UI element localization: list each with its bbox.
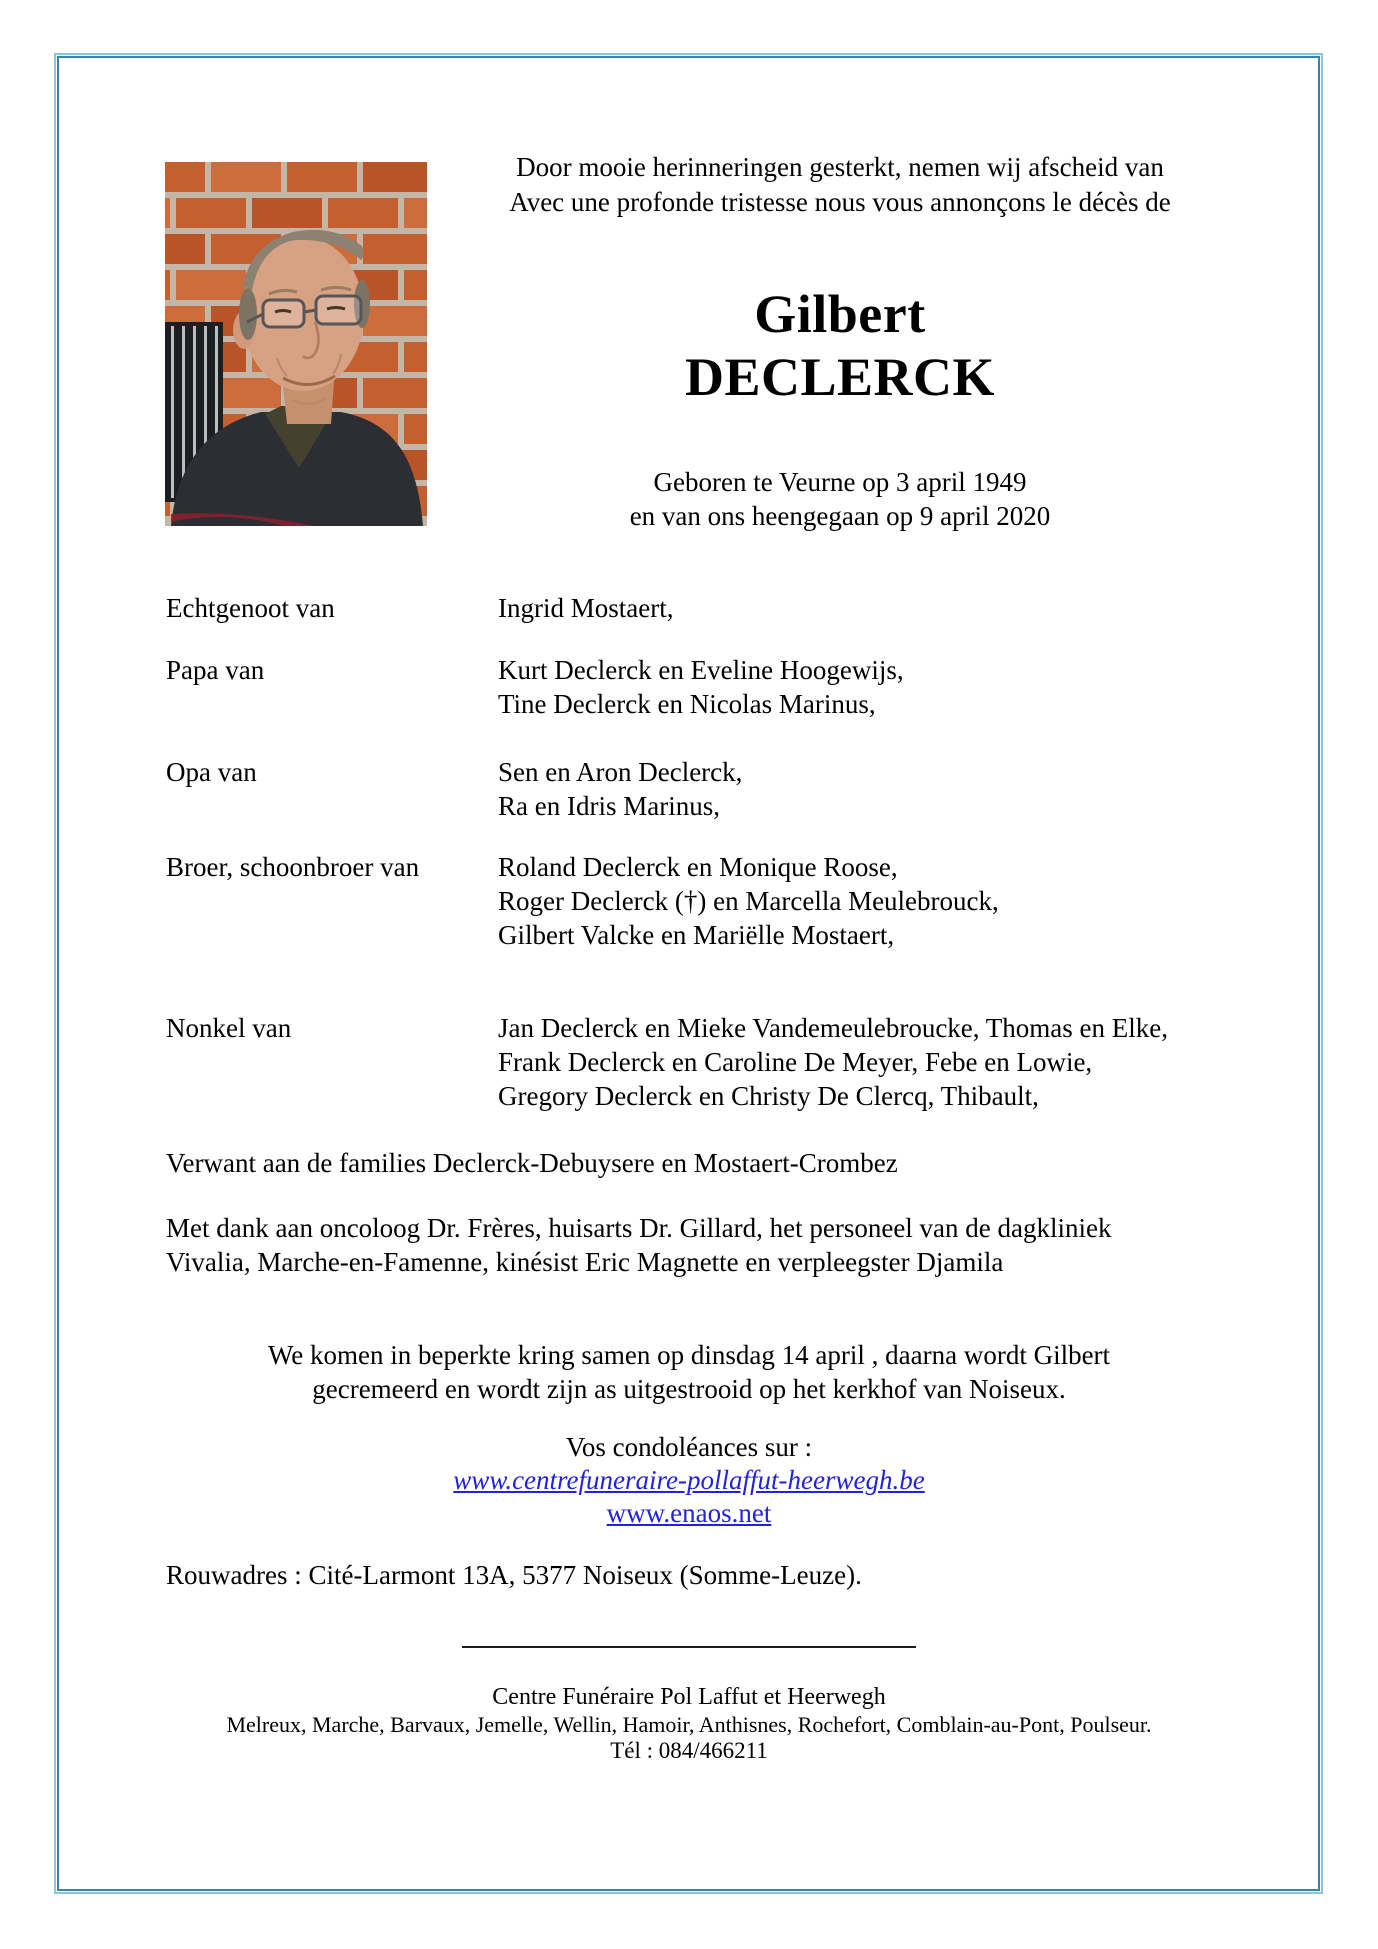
relation-label-broer: Broer, schoonbroer van	[166, 852, 420, 882]
intro-text	[435, 150, 1245, 220]
intro-line-fr: Avec une profonde tristesse nous vous annonçons le décès de	[509, 187, 1171, 217]
deceased-name	[435, 283, 1245, 409]
died-line: en van ons heengegaan op 9 april 2020	[629, 501, 1051, 531]
relation-value-broer	[498, 850, 999, 952]
thanks-line: Vivalia, Marche-en-Famenne, kinésist Eric Magnette en verpleegster Djamila	[166, 1247, 1004, 1277]
funeral-home-locations: Melreux, Marche, Barvaux, Jemelle, Wellin, Hamoir, Anthisnes, Rochefort, Comblain-au-Pont, Poulseur.	[226, 1712, 1152, 1737]
relation-line: Jan Declerck en Mieke Vandemeulebroucke, Thomas en Elke,	[498, 1013, 1169, 1043]
condolences-link-enaos[interactable]: www.enaos.net	[606, 1498, 772, 1528]
relation-label-opa: Opa van	[166, 757, 257, 787]
funeral-home-phone: Tél : 084/466211	[610, 1738, 768, 1763]
relation-line: Gregory Declerck en Christy De Clercq, Thibault,	[498, 1081, 1039, 1111]
relation-line: Roland Declerck en Monique Roose,	[498, 852, 898, 882]
relation-line: Roger Declerck (†) en Marcella Meulebrouck,	[498, 886, 999, 916]
relation-line: Frank Declerck en Caroline De Meyer, Febe en Lowie,	[498, 1047, 1093, 1077]
relation-value-opa	[498, 755, 742, 823]
ceremony-line: gecremeerd en wordt zijn as uitgestrooid op het kerkhof van Noiseux.	[312, 1374, 1066, 1404]
family-note: Verwant aan de families Declerck-Debuysere en Mostaert-Crombez	[166, 1148, 898, 1178]
relation-line: Gilbert Valcke en Mariëlle Mostaert,	[498, 920, 895, 950]
relation-line: Tine Declerck en Nicolas Marinus,	[498, 689, 876, 719]
relation-line: Ra en Idris Marinus,	[498, 791, 720, 821]
relation-label-papa: Papa van	[166, 655, 265, 685]
relation-value-nonkel	[498, 1011, 1168, 1113]
relation-line: Ingrid Mostaert,	[498, 593, 674, 623]
funeral-home-name: Centre Funéraire Pol Laffut et Heerwegh	[492, 1684, 886, 1710]
footer-divider-line	[462, 1646, 916, 1648]
relation-line: Kurt Declerck en Eveline Hoogewijs,	[498, 655, 904, 685]
condolences-link-funeral-home[interactable]: www.centrefuneraire-pollaffut-heerwegh.be	[453, 1465, 925, 1495]
mourning-address: Rouwadres : Cité-Larmont 13A, 5377 Noiseux (Somme-Leuze).	[166, 1560, 862, 1590]
relation-label-nonkel: Nonkel van	[166, 1013, 292, 1043]
deceased-first-name: Gilbert	[754, 284, 926, 344]
thanks-paragraph	[166, 1211, 1236, 1279]
intro-line-nl: Door mooie herinneringen gesterkt, nemen wij afscheid van	[516, 152, 1164, 182]
deceased-last-name: DECLERCK	[684, 347, 996, 407]
condolences-block	[0, 1431, 1378, 1530]
ceremony-paragraph	[0, 1338, 1378, 1406]
ceremony-line: We komen in beperkte kring samen op dinsdag 14 april , daarna wordt Gilbert	[267, 1340, 1111, 1370]
relation-line: Sen en Aron Declerck,	[498, 757, 743, 787]
portrait-illustration	[165, 162, 427, 526]
condolences-heading: Vos condoléances sur :	[565, 1432, 813, 1462]
thanks-line: Met dank aan oncoloog Dr. Frères, huisarts Dr. Gillard, het personeel van de dagkliniek	[166, 1213, 1112, 1243]
life-dates	[435, 465, 1245, 533]
born-line: Geboren te Veurne op 3 april 1949	[653, 467, 1027, 497]
relation-value-echtgenoot	[498, 591, 673, 625]
relation-value-papa	[498, 653, 904, 721]
portrait-photo	[165, 162, 427, 526]
relation-label-echtgenoot: Echtgenoot van	[166, 593, 335, 623]
funeral-home-footer	[0, 1684, 1378, 1764]
